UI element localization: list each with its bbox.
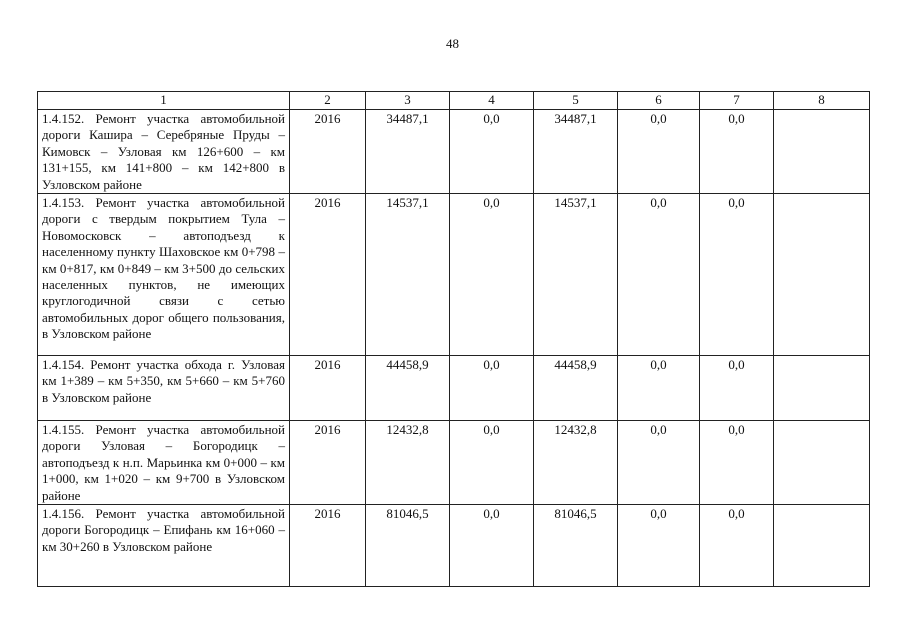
row-col5: 14537,1 — [534, 194, 618, 356]
row-col8 — [774, 356, 870, 421]
row-col6: 0,0 — [618, 110, 700, 194]
row-col3: 14537,1 — [366, 194, 450, 356]
row-col4: 0,0 — [450, 421, 534, 505]
row-col4: 0,0 — [450, 356, 534, 421]
row-col8 — [774, 194, 870, 356]
row-description: 1.4.154. Ремонт участка обхода г. Узловая км 1+389 – км 5+350, км 5+660 – км 5+760 в Узловском районе — [38, 356, 290, 421]
row-year: 2016 — [290, 110, 366, 194]
table-row — [38, 194, 870, 356]
row-col7: 0,0 — [700, 194, 774, 356]
table-row — [38, 110, 870, 194]
row-year: 2016 — [290, 356, 366, 421]
table-row — [38, 421, 870, 505]
row-col4: 0,0 — [450, 110, 534, 194]
header-col-2: 2 — [290, 92, 366, 110]
header-col-5: 5 — [534, 92, 618, 110]
row-col8 — [774, 505, 870, 587]
row-col3: 12432,8 — [366, 421, 450, 505]
row-col7: 0,0 — [700, 110, 774, 194]
header-col-7: 7 — [700, 92, 774, 110]
works-table — [37, 91, 870, 587]
row-col5: 81046,5 — [534, 505, 618, 587]
row-col3: 44458,9 — [366, 356, 450, 421]
row-description: 1.4.156. Ремонт участка автомобильной дороги Богородицк – Епифань км 16+060 – км 30+260 в Узловском районе — [38, 505, 290, 587]
table-row — [38, 356, 870, 421]
row-description: 1.4.155. Ремонт участка автомобильной дороги Узловая – Богородицк – автоподъезд к н.п. Марьинка км 0+000 – км 1+000, км 1+020 – км 9+700 в Узловском районе — [38, 421, 290, 505]
row-col8 — [774, 421, 870, 505]
header-col-3: 3 — [366, 92, 450, 110]
header-col-8: 8 — [774, 92, 870, 110]
row-col5: 12432,8 — [534, 421, 618, 505]
header-row — [38, 92, 870, 110]
row-col4: 0,0 — [450, 505, 534, 587]
header-col-6: 6 — [618, 92, 700, 110]
row-col7: 0,0 — [700, 421, 774, 505]
row-col6: 0,0 — [618, 356, 700, 421]
row-col3: 81046,5 — [366, 505, 450, 587]
row-year: 2016 — [290, 505, 366, 587]
row-col7: 0,0 — [700, 505, 774, 587]
row-description: 1.4.152. Ремонт участка автомобильной дороги Кашира – Серебряные Пруды – Кимовск – Узловая км 126+600 – км 131+155, км 141+800 – км 142+800 в Узловском районе — [38, 110, 290, 194]
row-col5: 44458,9 — [534, 356, 618, 421]
row-col7: 0,0 — [700, 356, 774, 421]
row-col6: 0,0 — [618, 194, 700, 356]
row-year: 2016 — [290, 421, 366, 505]
header-col-1: 1 — [38, 92, 290, 110]
page-number: 48 — [446, 36, 459, 51]
row-col6: 0,0 — [618, 421, 700, 505]
row-description: 1.4.153. Ремонт участка автомобильной дороги с твердым покрытием Тула – Новомосковск – автоподъезд к населенному пункту Шаховское км 0+798 – км 0+817, км 0+849 – км 3+500 до сельских населенных пунктов, не имеющих круглогодичной связи с сетью автомобильных дорог общего пользования, в Узловском районе — [38, 194, 290, 356]
row-col4: 0,0 — [450, 194, 534, 356]
table-row — [38, 505, 870, 587]
row-col6: 0,0 — [618, 505, 700, 587]
row-col8 — [774, 110, 870, 194]
row-col5: 34487,1 — [534, 110, 618, 194]
row-col3: 34487,1 — [366, 110, 450, 194]
row-year: 2016 — [290, 194, 366, 356]
header-col-4: 4 — [450, 92, 534, 110]
